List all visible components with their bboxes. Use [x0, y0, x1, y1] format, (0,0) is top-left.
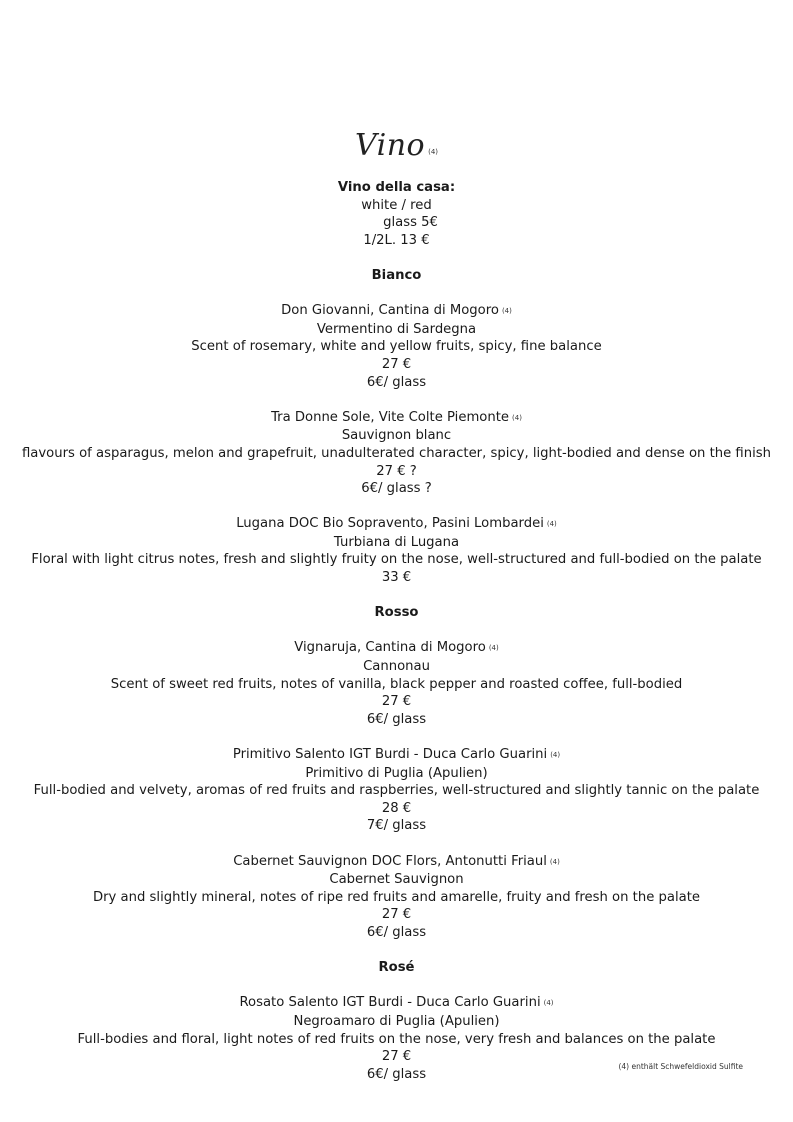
sulfite-note: (4) [512, 413, 522, 422]
wine-description: Floral with light citrus notes, fresh and slightly fruity on the nose, well-structured and full-bodied on the palate [31, 552, 762, 568]
menu-title: Vino [354, 128, 426, 163]
wine-bottle-price: 27 € [381, 907, 412, 923]
wine-glass-price: 6€/ glass [366, 1066, 427, 1082]
wine-glass-price: 6€/ glass [366, 711, 427, 727]
sulfite-note: (4) [549, 857, 560, 866]
section-heading-bianco: Bianco [371, 267, 422, 283]
house-wine-glass-price: glass 5€ [383, 215, 438, 231]
wine-bottle-price: 33 € [381, 570, 412, 586]
sulfite-footnote: (4) enthält Schwefeldioxid Sulfite [618, 1062, 743, 1071]
wine-grape: Vermentino di Sardegna [316, 321, 477, 337]
house-wine-colors: white / red [361, 197, 432, 213]
wine-glass-price: 6€/ glass [366, 924, 427, 940]
wine-bottle-price: 27 € [381, 694, 412, 710]
wine-description: Scent of sweet red fruits, notes of vanilla, black pepper and roasted coffee, full-bodied [110, 676, 683, 692]
wine-name: Lugana DOC Bio Sopravento, Pasini Lombardei (4) [236, 516, 557, 532]
house-wine-half-liter-price: 1/2L. 13 € [363, 232, 430, 248]
wine-grape: Primitivo di Puglia (Apulien) [305, 765, 488, 781]
section-heading-rose: Rosé [378, 960, 415, 976]
menu-title-block [0, 128, 793, 163]
wine-name: Primitivo Salento IGT Burdi - Duca Carlo Guarini (4) [232, 747, 561, 762]
sulfite-note: (4) [488, 644, 499, 653]
sulfite-note: (4) [550, 751, 561, 759]
wine-glass-price: 6€/ glass ? [361, 481, 432, 497]
wine-name: Don Giovanni, Cantina di Mogoro (4) [281, 303, 512, 319]
wine-description: Full-bodied and velvety, aromas of red fruits and raspberries, well-structured and slightly tannic on the palate [33, 783, 760, 799]
wine-description: Dry and slightly mineral, notes of ripe red fruits and amarelle, fruity and fresh on the palate [92, 889, 700, 905]
wine-grape: Negroamaro di Puglia (Apulien) [293, 1013, 500, 1029]
wine-bottle-price: 27 € [381, 1049, 412, 1065]
wine-name: Vignaruja, Cantina di Mogoro (4) [294, 640, 499, 656]
wine-description: Full-bodies and floral, light notes of red fruits on the nose, very fresh and balances on the palate [77, 1031, 716, 1047]
wine-name: Cabernet Sauvignon DOC Flors, Antonutti Friaul (4) [233, 853, 560, 869]
sulfite-note: (4) [546, 520, 557, 529]
section-heading-rosso: Rosso [374, 605, 419, 621]
sulfite-note: (4) [543, 999, 554, 1008]
wine-grape: Sauvignon blanc [341, 428, 452, 444]
sulfite-note: (4) [501, 307, 512, 316]
wine-grape: Cannonau [363, 659, 430, 675]
wine-bottle-price: 28 € [381, 800, 412, 816]
wine-bottle-price: 27 € [381, 356, 412, 372]
wine-bottle-price: 27 € ? [376, 463, 417, 479]
wine-name: Tra Donne Sole, Vite Colte Piemonte (4) [271, 409, 522, 425]
wine-name: Rosato Salento IGT Burdi - Duca Carlo Guarini (4) [239, 995, 554, 1011]
wine-grape: Turbiana di Lugana [333, 534, 460, 550]
wine-glass-price: 7€/ glass [366, 818, 427, 834]
wine-grape: Cabernet Sauvignon [329, 872, 464, 888]
wine-description: flavours of asparagus, melon and grapefruit, unadulterated character, spicy, light-bodied and dense on the finish [21, 445, 771, 461]
title-sulfite-note: (4) [428, 148, 439, 156]
house-wine-heading: Vino della casa: [337, 180, 456, 195]
wine-glass-price: 6€/ glass [366, 374, 427, 390]
menu-content [0, 179, 793, 1083]
wine-description: Scent of rosemary, white and yellow fruits, spicy, fine balance [191, 339, 602, 355]
